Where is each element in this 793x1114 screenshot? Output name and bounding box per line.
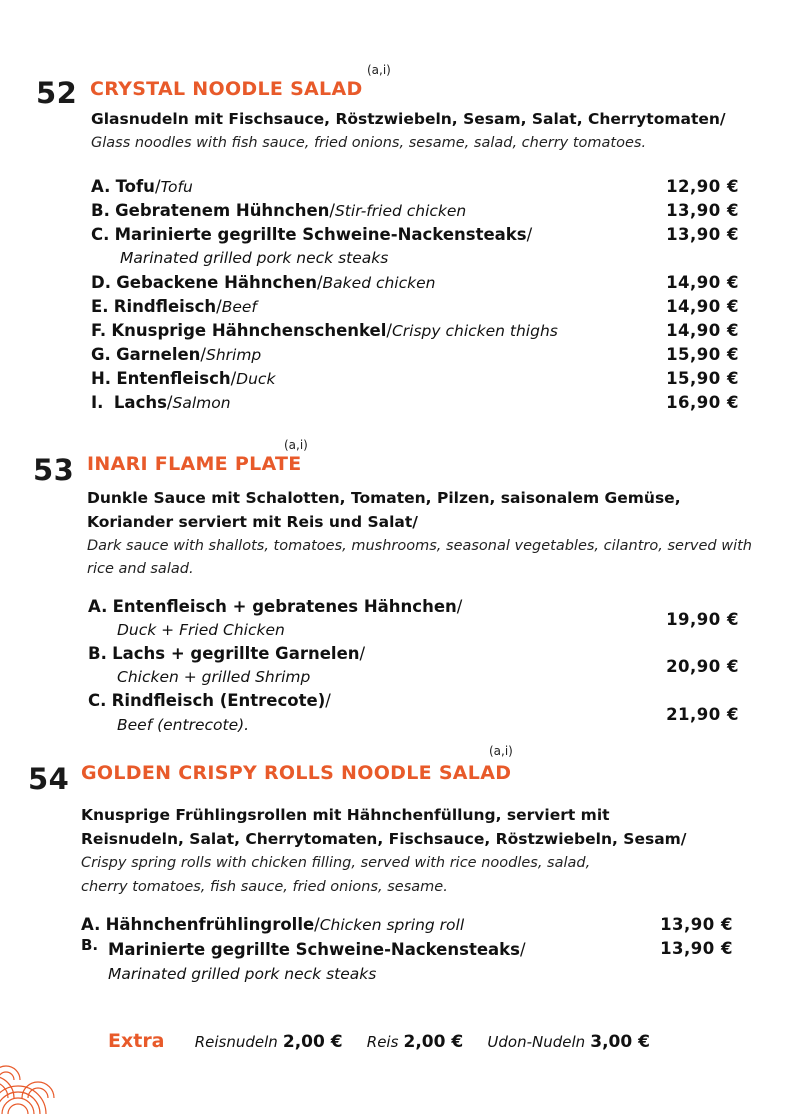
allergen-note: (a,i) [489, 744, 513, 758]
slash-separator: / [526, 225, 533, 244]
slash-separator: / [519, 940, 526, 959]
item-price: 15,90 € [666, 345, 739, 364]
dish-title: CRYSTAL NOODLE SALAD [90, 78, 363, 100]
allergen-note: (a,i) [367, 63, 391, 77]
item-name-en: Shrimp [205, 346, 262, 364]
item-price: 12,90 € [666, 177, 739, 196]
slash-separator: / [456, 597, 463, 616]
item-price: 13,90 € [660, 939, 733, 958]
item-name-en: Crispy chicken thighs [391, 322, 558, 340]
slash-separator: / [216, 297, 222, 316]
item-price: 14,90 € [666, 297, 739, 316]
item-name-de: Rindfleisch (Entrecote) [111, 691, 326, 710]
description-de: Reisnudeln, Salat, Cherrytomaten, Fischsauce, Röstzwiebeln, Sesam/ [81, 830, 687, 848]
item-price: 15,90 € [666, 369, 739, 388]
item-letter: C. [91, 225, 110, 244]
extra-item-price: 3,00 € [590, 1032, 650, 1052]
dish-number: 52 [36, 76, 78, 110]
menu-item [91, 273, 435, 292]
item-name-en: Beef [221, 298, 257, 316]
dish-title: GOLDEN CRISPY ROLLS NOODLE SALAD [81, 762, 512, 784]
extra-item-name: Reisnudeln [194, 1033, 278, 1051]
extra-item-price: 2,00 € [403, 1032, 464, 1052]
item-letter: H. [91, 369, 112, 388]
item-letter: A. [91, 177, 111, 196]
item-name-en: Tofu [160, 178, 193, 196]
slash-separator: / [329, 201, 335, 220]
description-en: Glass noodles with fish sauce, fried onions, sesame, salad, cherry tomatoes. [91, 135, 647, 151]
menu-item [108, 940, 526, 959]
slash-separator: / [359, 644, 366, 663]
item-name-en: Marinated grilled pork neck steaks [120, 249, 389, 267]
extra-item-name: Reis [366, 1033, 399, 1051]
item-name-de: Entenfleisch + gebratenes Hähnchen [112, 597, 457, 616]
item-name-de: Marinierte gegrillte Schweine-Nackensteaks [114, 225, 527, 244]
slash-separator: / [166, 393, 173, 412]
slash-separator: / [314, 915, 320, 934]
menu-item [88, 597, 462, 616]
item-letter: B. [81, 936, 99, 954]
item-name-en: Duck + Fried Chicken [117, 621, 285, 639]
description-en: cherry tomatoes, fish sauce, fried onions, sesame. [81, 879, 448, 895]
extra-item-price: 2,00 € [282, 1032, 343, 1052]
slash-separator: / [200, 345, 206, 364]
extra-item-name: Udon-Nudeln [487, 1033, 586, 1051]
slash-separator: / [230, 369, 237, 388]
item-price: 20,90 € [666, 657, 739, 676]
item-name-en: Salmon [172, 394, 231, 412]
item-letter: F. [91, 321, 107, 340]
menu-item [91, 393, 231, 412]
slash-separator: / [154, 177, 161, 196]
slash-separator: / [325, 691, 331, 710]
description-en: Dark sauce with shallots, tomatoes, mushrooms, seasonal vegetables, cilantro, served with [87, 538, 752, 554]
item-price: 14,90 € [666, 273, 739, 292]
menu-item [91, 297, 257, 316]
extra-label: Extra [108, 1030, 165, 1052]
item-letter: D. [91, 273, 111, 292]
dish-number: 53 [33, 453, 75, 487]
item-price: 16,90 € [666, 393, 739, 412]
item-name-en: Duck [236, 370, 276, 388]
item-letter: C. [88, 691, 107, 710]
item-name-de: Marinierte gegrillte Schweine-Nackensteaks [108, 940, 520, 959]
item-letter: E. [91, 297, 109, 316]
item-name-en: Chicken + grilled Shrimp [117, 668, 311, 686]
item-name-en: Baked chicken [322, 274, 436, 292]
item-name-en: Beef (entrecote). [117, 716, 250, 734]
item-price: 13,90 € [666, 201, 739, 220]
description-de: Knusprige Frühlingsrollen mit Hähnchenfüllung, serviert mit [81, 806, 610, 824]
item-name-en: Chicken spring roll [319, 916, 465, 934]
menu-item [88, 644, 365, 663]
item-name-de: Knusprige Hähnchenschenkel [111, 321, 387, 340]
item-price: 19,90 € [666, 610, 739, 629]
menu-item [91, 201, 466, 220]
item-name-de: Gebratenem Hühnchen [115, 201, 330, 220]
dish-title: INARI FLAME PLATE [87, 453, 302, 475]
item-price: 21,90 € [666, 705, 739, 724]
wave-pattern-decoration [0, 1058, 60, 1114]
item-letter: B. [91, 201, 110, 220]
item-name-en: Stir-fried chicken [334, 202, 467, 220]
allergen-note: (a,i) [284, 438, 308, 452]
menu-item [91, 369, 275, 388]
dish-number: 54 [28, 762, 70, 796]
item-name-de: Gebackene Hähnchen [116, 273, 317, 292]
menu-item [91, 225, 532, 244]
item-name-de: Lachs + gegrillte Garnelen [112, 644, 360, 663]
item-letter: B. [88, 644, 107, 663]
item-name-de: Rindfleisch [113, 297, 217, 316]
item-name-de: Hähnchenfrühlingrolle [105, 915, 315, 934]
extras-line [108, 1030, 650, 1052]
item-name-de: Lachs [113, 393, 167, 412]
menu-item [81, 915, 464, 934]
description-en: rice and salad. [87, 561, 194, 577]
item-letter: A. [88, 597, 108, 616]
item-name-en: Marinated grilled pork neck steaks [108, 965, 377, 983]
item-name-de: Tofu [115, 177, 155, 196]
item-price: 14,90 € [666, 321, 739, 340]
item-price: 13,90 € [660, 915, 733, 934]
description-de: Koriander serviert mit Reis und Salat/ [87, 513, 418, 531]
item-letter: A. [81, 915, 101, 934]
menu-item [91, 321, 558, 340]
item-price: 13,90 € [666, 225, 739, 244]
item-letter: I. [91, 393, 104, 412]
description-de: Glasnudeln mit Fischsauce, Röstzwiebeln, Sesam, Salat, Cherrytomaten/ [91, 110, 726, 128]
slash-separator: / [386, 321, 392, 340]
description-en: Crispy spring rolls with chicken filling, served with rice noodles, salad, [81, 855, 591, 871]
slash-separator: / [316, 273, 323, 292]
item-name-de: Garnelen [116, 345, 201, 364]
menu-item [88, 691, 331, 710]
menu-item [91, 177, 193, 196]
item-name-de: Entenfleisch [116, 369, 231, 388]
description-de: Dunkle Sauce mit Schalotten, Tomaten, Pilzen, saisonalem Gemüse, [87, 489, 681, 507]
item-letter: G. [91, 345, 111, 364]
menu-item [91, 345, 261, 364]
